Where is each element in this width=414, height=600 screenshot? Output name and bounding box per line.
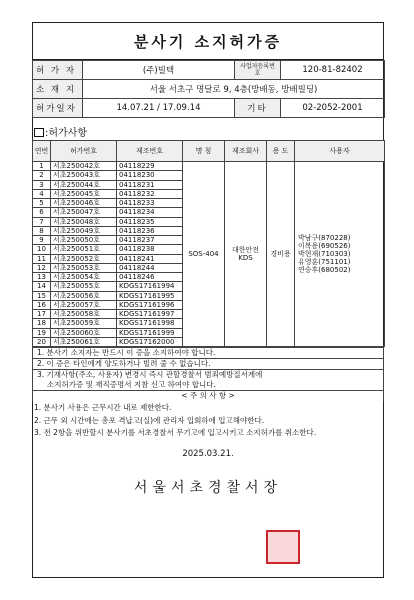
row-number: 11	[33, 254, 51, 263]
user-entry: 박남구(870228)	[298, 234, 351, 242]
row-number: 13	[33, 273, 51, 282]
user-entry: 유영훈(751101)	[298, 258, 351, 266]
date-value: 14.07.21 / 17.09.14	[83, 99, 235, 118]
holder-label: 허 가 자	[33, 61, 83, 80]
etc-label: 기타	[235, 99, 281, 118]
serial-number: 04118236	[117, 226, 183, 235]
column-header: 연번	[33, 141, 51, 162]
serial-number: 04118233	[117, 199, 183, 208]
column-header: 명 칭	[183, 141, 225, 162]
manufacturer-line: 대한안전	[231, 246, 260, 254]
serial-number: KDGS17162000	[117, 337, 183, 346]
row-number: 6	[33, 208, 51, 217]
purpose: 경비용	[267, 162, 295, 347]
serial-number: KDGS17161995	[117, 291, 183, 300]
row-number: 7	[33, 217, 51, 226]
official-seal-stamp	[266, 530, 300, 564]
permit-number: 서초250044호	[51, 180, 117, 189]
permit-number: 서초250048호	[51, 217, 117, 226]
users	[295, 162, 385, 347]
serial-number: 04118234	[117, 208, 183, 217]
permit-number: 서초250054호	[51, 273, 117, 282]
row-number: 14	[33, 282, 51, 291]
permit-number: 서초250060호	[51, 328, 117, 337]
serial-number: 04118241	[117, 254, 183, 263]
checkbox-square-icon	[34, 128, 44, 137]
permit-number: 서초250050호	[51, 236, 117, 245]
note-2: 2. 이 증은 타인에게 양도하거나 빌려 줄 수 없습니다.	[33, 359, 384, 370]
row-number: 4	[33, 189, 51, 198]
permit-number: 서초250043호	[51, 171, 117, 180]
manufacturer-line: KDS	[238, 254, 253, 262]
permit-number: 서초250056호	[51, 291, 117, 300]
serial-number: 04118229	[117, 162, 183, 171]
caution-list	[32, 401, 384, 439]
device-name: SOS-404	[183, 162, 225, 347]
etc-value: 02-2052-2001	[281, 99, 385, 118]
permit-number: 서초250042호	[51, 162, 117, 171]
row-number: 9	[33, 236, 51, 245]
serial-number: KDGS17161998	[117, 319, 183, 328]
column-header: 제조번호	[117, 141, 183, 162]
row-number: 17	[33, 310, 51, 319]
user-entry: 박현재(710303)	[298, 250, 351, 258]
row-number: 2	[33, 171, 51, 180]
permit-document	[32, 22, 384, 497]
permit-items-table	[32, 140, 385, 347]
permit-number: 서초250049호	[51, 226, 117, 235]
table-header-row	[33, 141, 385, 162]
caution-title: < 주 의 사 항 >	[33, 391, 384, 402]
permit-number: 서초250053호	[51, 263, 117, 272]
row-number: 8	[33, 226, 51, 235]
row-number: 12	[33, 263, 51, 272]
permit-number: 서초250057호	[51, 300, 117, 309]
issuer-name: 서울서초경찰서장	[133, 479, 283, 496]
issue-date: 2025.03.21.	[182, 448, 234, 459]
document-title: 분사기 소지허가증	[32, 22, 384, 60]
caution-3: 3. 전 2항을 위반할시 분사기를 서초경찰서 무기고에 입고시키고 소지허가를 취소한다.	[34, 428, 317, 437]
note-3-continued: 소지허가증 및 재직증명서 지참 신고 하여야 합니다.	[33, 380, 384, 391]
section-heading: :허가사항	[34, 124, 384, 139]
address-label: 소 재 지	[33, 80, 83, 99]
serial-number: 04118235	[117, 217, 183, 226]
row-number: 20	[33, 337, 51, 346]
holder-info-table	[32, 60, 385, 118]
permit-number: 서초250045호	[51, 189, 117, 198]
permit-number: 서초250061호	[51, 337, 117, 346]
column-header: 허가번호	[51, 141, 117, 162]
table-body	[33, 162, 385, 347]
serial-number: 04118244	[117, 263, 183, 272]
note-3: 3. 기재사항(주소, 사용자) 변경시 즉시 관할경찰서 범죄예방질서계에	[33, 370, 384, 381]
bizno-value: 120-81-82402	[281, 61, 385, 80]
serial-number: KDGS17161999	[117, 328, 183, 337]
column-header: 용 도	[267, 141, 295, 162]
permit-number: 서초250052호	[51, 254, 117, 263]
row-number: 16	[33, 300, 51, 309]
date-label: 허가일자	[33, 99, 83, 118]
caution-2: 2. 근무 외 시간에는 총포 격납고(실)에 관리자 입회하에 입고해야한다.	[34, 415, 265, 425]
column-header: 사용자	[295, 141, 385, 162]
user-entry: 연승후(680502)	[298, 266, 351, 274]
serial-number: KDGS17161996	[117, 300, 183, 309]
row-number: 1	[33, 162, 51, 171]
notes-table	[32, 347, 384, 401]
serial-number: 04118237	[117, 236, 183, 245]
row-number: 3	[33, 180, 51, 189]
serial-number: 04118246	[117, 273, 183, 282]
row-number: 18	[33, 319, 51, 328]
section-title: 허가사항	[48, 128, 88, 139]
permit-number: 서초250058호	[51, 310, 117, 319]
address-value: 서울 서초구 명달로 9, 4층(방배동, 방배빌딩)	[83, 80, 385, 99]
permit-number: 서초250047호	[51, 208, 117, 217]
permit-number: 서초250059호	[51, 319, 117, 328]
permit-number: 서초250055호	[51, 282, 117, 291]
serial-number: 04118231	[117, 180, 183, 189]
user-entry: 이복용(690526)	[298, 242, 351, 250]
row-number: 19	[33, 328, 51, 337]
permit-number: 서초250051호	[51, 245, 117, 254]
row-number: 15	[33, 291, 51, 300]
column-header: 제조회사	[225, 141, 267, 162]
manufacturer	[225, 162, 267, 347]
caution-1: 1. 분사기 사용은 근무시간 내로 제한한다.	[34, 403, 172, 412]
row-number: 10	[33, 245, 51, 254]
serial-number: 04118232	[117, 189, 183, 198]
row-number: 5	[33, 199, 51, 208]
serial-number: 04118230	[117, 171, 183, 180]
serial-number: KDGS17161997	[117, 310, 183, 319]
table-row	[33, 162, 385, 171]
bizno-label: 사업자등록번호	[235, 61, 281, 80]
serial-number: 04118238	[117, 245, 183, 254]
serial-number: KDGS17161994	[117, 282, 183, 291]
holder-value: (주)빌텍	[83, 61, 235, 80]
note-1: 1. 분사기 소지자는 반드시 이 증을 소지하여야 합니다.	[33, 348, 384, 359]
permit-number: 서초250046호	[51, 199, 117, 208]
